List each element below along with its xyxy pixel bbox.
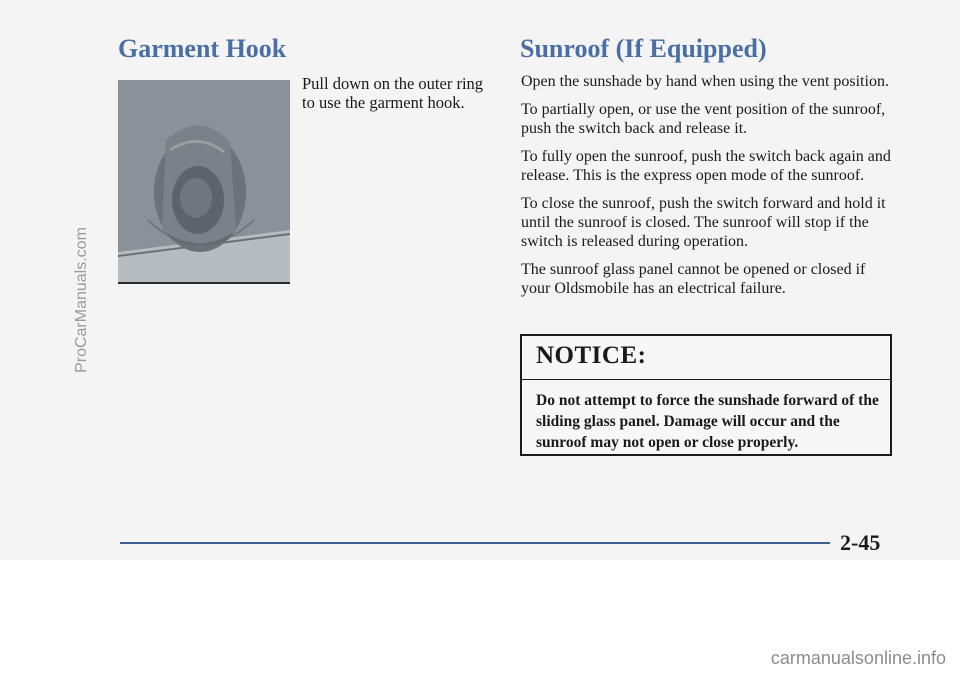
garment-hook-caption: Pull down on the outer ring to use the garment hook. (302, 74, 484, 112)
notice-box (520, 334, 892, 456)
bottom-watermark: carmanualsonline.info (770, 648, 946, 668)
side-watermark: ProCarManuals.com (73, 227, 90, 373)
garment-hook-photo (118, 80, 290, 284)
sunroof-paragraph: To close the sunroof, push the switch forward and hold it until the sunroof is closed. The sunroof will stop if the switch is released during operation. (521, 195, 886, 250)
sunroof-paragraph: The sunroof glass panel cannot be opened or closed if your Oldsmobile has an electrical failure. (521, 261, 866, 297)
notice-heading: NOTICE: (522, 336, 890, 380)
footer-rule (120, 542, 830, 544)
garment-hook-title: Garment Hook (118, 34, 287, 63)
sunroof-paragraph: To partially open, or use the vent position of the sunroof, push the switch back and release it. (521, 101, 886, 137)
sunroof-paragraph: Open the sunshade by hand when using the vent position. (521, 73, 889, 90)
garment-hook-illustration (118, 80, 290, 282)
notice-body: Do not attempt to force the sunshade forward of the sliding glass panel. Damage will occur and the sunroof may not open or close properly. (536, 392, 879, 451)
page-number: 2-45 (840, 530, 881, 555)
sunroof-instructions (521, 72, 897, 307)
sunroof-paragraph: To fully open the sunroof, push the switch back again and release. This is the express open mode of the sunroof. (521, 148, 891, 184)
sunroof-title: Sunroof (If Equipped) (520, 34, 767, 63)
